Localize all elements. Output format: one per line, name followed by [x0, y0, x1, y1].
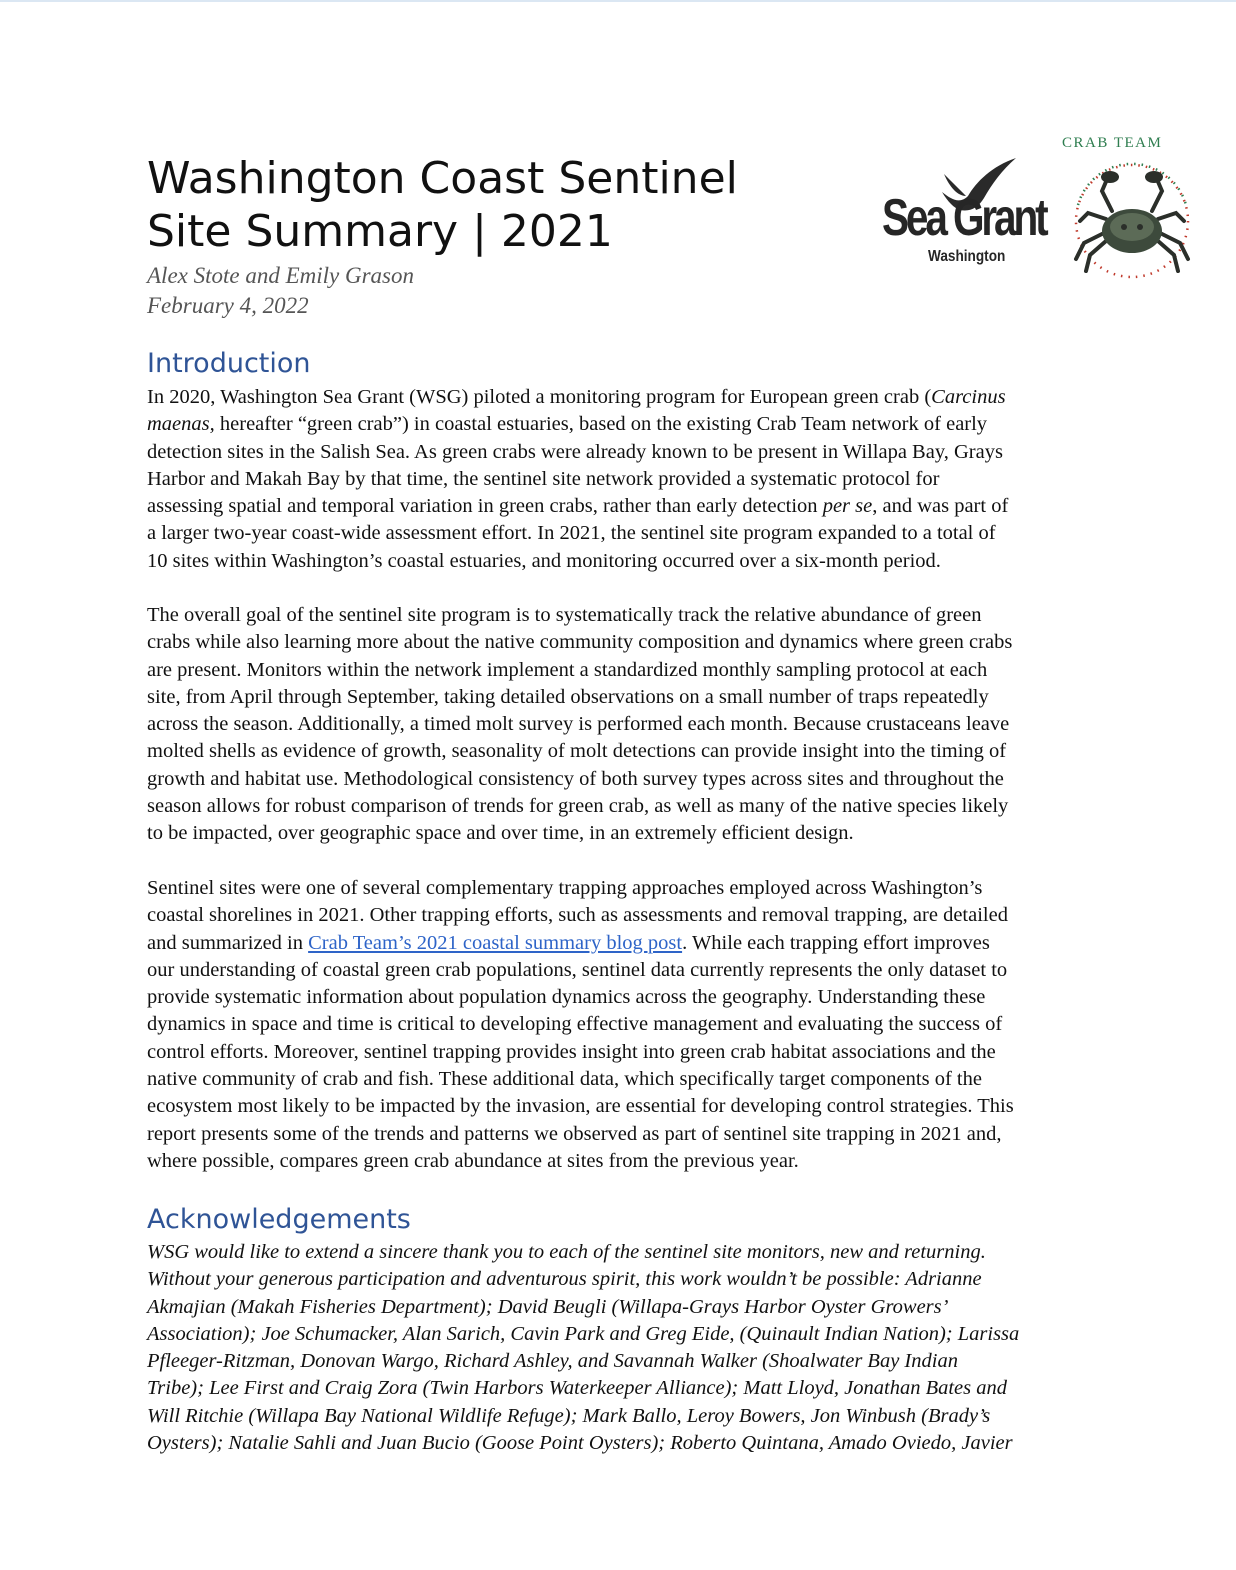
text-line: provide systematic information about population dynamics across the geography. Understanding these	[147, 986, 986, 1009]
text-line: crabs while also learning more about the native community composition and dynamics where green crabs	[147, 631, 1013, 654]
crab-team-logo	[1062, 135, 1202, 285]
text-line: ecosystem most likely to be impacted by the invasion, are essential for developing control strategies. This	[147, 1095, 1014, 1118]
publication-date: February 4, 2022	[147, 293, 309, 318]
document-meta	[147, 261, 414, 321]
introduction-heading: Introduction	[147, 348, 311, 379]
text-line: maenas, hereafter “green crab”) in coastal estuaries, based on the existing Crab Team network of early	[147, 413, 988, 436]
text-line: Harbor and Makah Bay by that time, the sentinel site network provided a systematic protocol for	[147, 467, 940, 490]
text-line: In 2020, Washington Sea Grant (WSG) piloted a monitoring program for European green crab (Carcinus	[147, 386, 1006, 408]
text-line: detection sites in the Salish Sea. As green crabs were already known to be present in Willapa Bay, Grays	[147, 440, 1003, 463]
text-line: dynamics in space and time is critical to developing effective management and evaluating the success of	[147, 1013, 1003, 1036]
crab-icon	[1062, 135, 1202, 285]
text-line: control efforts. Moreover, sentinel trapping provides insight into green crab habitat associations and the	[147, 1040, 996, 1063]
acknowledgements-heading: Acknowledgements	[147, 1204, 411, 1235]
text-line: are present. Monitors within the network implement a standardized monthly sampling protocol at each	[147, 658, 988, 681]
crab-team-wordmark: CRAB TEAM	[1062, 135, 1163, 151]
text-line: assessing spatial and temporal variation in green crabs, rather than early detection per se, and was part of	[147, 495, 1009, 518]
text-line: Akmajian (Makah Fisheries Department); David Beugli (Willapa-Grays Harbor Oyster Growers’	[147, 1295, 949, 1318]
sea-grant-sublabel: Washington	[928, 248, 1006, 265]
text-line: site, from April through September, taking detailed observations on a small number of traps repeatedly	[147, 685, 989, 708]
text-line: season allows for robust comparison of trends for green crab, as well as many of the native species likely	[147, 795, 1009, 818]
text-line: Pfleeger-Ritzman, Donovan Wargo, Richard Ashley, and Savannah Walker (Shoalwater Bay Indian	[147, 1350, 958, 1373]
text-line: Oysters); Natalie Sahli and Juan Bucio (Goose Point Oysters); Roberto Quintana, Amado Oviedo, Javier	[147, 1432, 1013, 1455]
text-line: WSG would like to extend a sincere thank you to each of the sentinel site monitors, new and returning.	[147, 1241, 986, 1263]
text-line: The overall goal of the sentinel site program is to systematically track the relative abundance of green	[147, 604, 982, 626]
document-title	[147, 152, 827, 258]
text-line: a larger two-year coast-wide assessment effort. In 2021, the sentinel site program expanded to a total of	[147, 522, 996, 545]
text-line: Tribe); Lee First and Craig Zora (Twin Harbors Waterkeeper Alliance); Matt Lloyd, Jonathan Bates and	[147, 1377, 1008, 1400]
intro-paragraph-3	[147, 875, 1014, 1175]
title-line-1: Washington Coast Sentinel	[147, 153, 738, 204]
text-line: Will Ritchie (Willapa Bay National Wildlife Refuge); Mark Ballo, Leroy Bowers, Jon Winbush (Brady’s	[147, 1404, 991, 1427]
text-line: molted shells as evidence of growth, seasonality of molt detections can provide insight into the timing of	[147, 740, 1007, 763]
text-line: native community of crab and fish. These additional data, which specifically target components of the	[147, 1068, 982, 1091]
text-line: coastal shorelines in 2021. Other trapping efforts, such as assessments and removal trapping, are detailed	[147, 904, 1008, 927]
intro-paragraph-1	[147, 384, 1008, 575]
text-line: our understanding of coastal green crab populations, sentinel data currently represents the only dataset to	[147, 958, 1008, 981]
sea-grant-logo	[880, 152, 1045, 277]
blog-post-link[interactable]: Crab Team’s 2021 coastal summary blog post	[308, 931, 683, 954]
text-line: report presents some of the trends and patterns we observed as part of sentinel site trapping in 2021 and,	[147, 1122, 1002, 1145]
sea-grant-wordmark: Sea Grant	[882, 189, 1046, 247]
text-line: Sentinel sites were one of several complementary trapping approaches employed across Washington’s	[147, 877, 983, 899]
text-line: Association); Joe Schumacker, Alan Sarich, Cavin Park and Greg Eide, (Quinault Indian Nation); Larissa	[147, 1322, 1020, 1345]
text-line: and summarized in Crab Team’s 2021 coastal summary blog post. While each trapping effort improves	[147, 931, 990, 954]
text-line: across the season. Additionally, a timed molt survey is performed each month. Because crustaceans leave	[147, 713, 1010, 736]
text-line: Without your generous participation and adventurous spirit, this work wouldn’t be possible: Adrianne	[147, 1268, 982, 1291]
text-line: where possible, compares green crab abundance at sites from the previous year.	[147, 1149, 799, 1172]
text-line: growth and habitat use. Methodological consistency of both survey types across sites and throughout the	[147, 767, 1004, 790]
text-line: 10 sites within Washington’s coastal estuaries, and monitoring occurred over a six-month period.	[147, 549, 941, 572]
acknowledgements-paragraph	[147, 1239, 1019, 1457]
intro-paragraph-2	[147, 602, 1012, 848]
title-line-2: Site Summary | 2021	[147, 206, 613, 257]
authors: Alex Stote and Emily Grason	[147, 263, 415, 288]
text-line: to be impacted, over geographic space and over time, in an extremely efficient design.	[147, 822, 854, 845]
document-page	[0, 2, 1236, 1570]
